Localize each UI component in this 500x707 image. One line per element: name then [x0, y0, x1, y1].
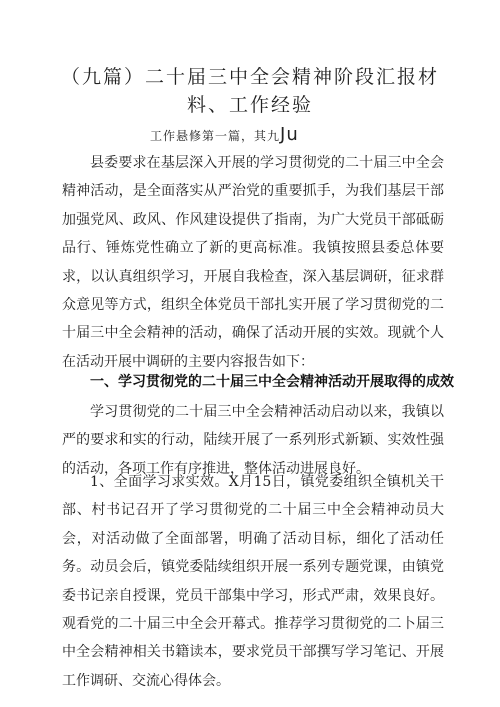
paragraph-text: 县委要求在基层深入开展的学习贯彻党的二十届三中全会精神活动，是全面落实从严治党的重要抓手，为我们基层干部加强党风、政风、作风建设提供了指南，为广大党员干部砥砺品行、锤炼党性确立了新的更高标准。我镇按照县委总体要求，以认真组织学习，开展自我检查，深入基层调研，征求群众意见等方式，组织全体党员干部扎实开展了学习贯彻党的二十届三中全会精神的活动，确保了活动开展的实效。现就个人在活动开展中调研的主要内容报告如下： — [62, 155, 444, 370]
paragraph-intro — [62, 149, 444, 376]
paragraph-text: 1、全面学习求实效。X月15日，镇党委组织全镇机关干部、村书记召开了学习贯彻党的二十届三中全会精神动员大会，对活动做了全面部署，明确了活动目标，细化了活动任务。动员会后，镇党委陆续组织开展一系列专题党课，由镇党委书记亲自授课，党员干部集中学习，形式严肃，效果良好。观看党的二十届三中全会开幕式。推荐学习贯彻党的二卜届三中全会精神相关书籍读本，要求党员干部撰写学习笔记、开展工作调研、交流心得体会。 — [62, 474, 444, 689]
document-subtitle — [150, 124, 410, 145]
paragraph-study — [62, 468, 444, 695]
paragraph-text: 学习贯彻党的二十届三中全会精神活动启动以来，我镇以严的要求和实的行动，陆续开展了一系列形式新颖、实效性强的活动，各项工作有序推进，整体活动进展良好。 — [62, 404, 444, 477]
section-heading-1: 一、学习贯彻党的二十届三中全会精神活动开展取得的成效 — [90, 374, 454, 390]
subtitle-big-text: Ju — [280, 124, 299, 145]
subtitle-small-text: 工作悬修第一篇，其九 — [150, 129, 281, 143]
document-title-line2: 料、工作经验 — [186, 94, 313, 116]
document-title-line1: （九篇）二十届三中全会精神阶段汇报材 — [60, 66, 439, 88]
